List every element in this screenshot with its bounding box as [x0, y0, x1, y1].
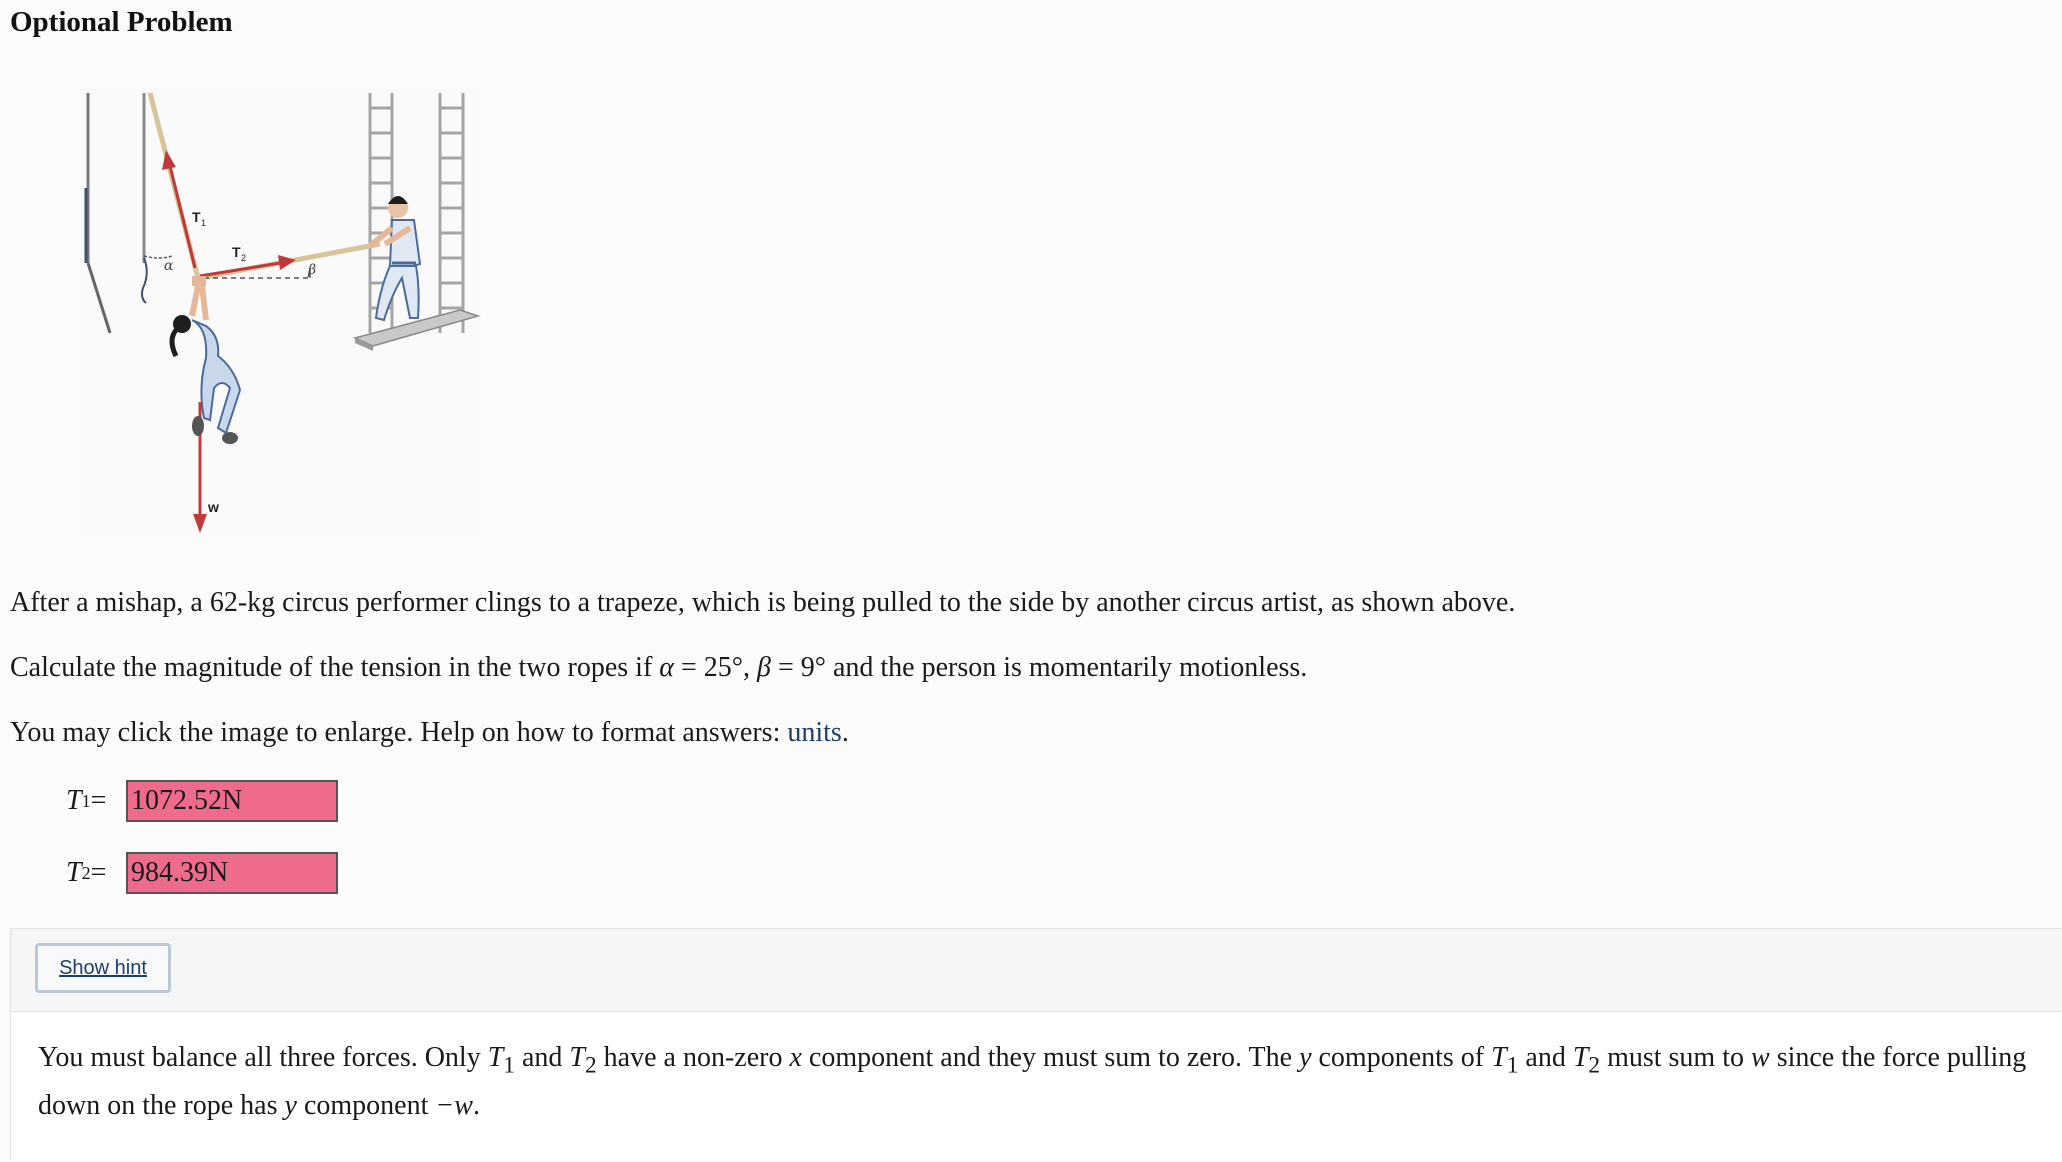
question-text-after: and the person is momentarily motionless. — [825, 652, 1308, 683]
beta-value: = 9° — [770, 652, 826, 683]
beta-label: β — [308, 262, 317, 278]
t2-answer-label — [66, 857, 126, 889]
problem-question — [10, 651, 1307, 685]
t2-label-subscript: 2 — [241, 253, 247, 263]
help-text-body: You may click the image to enlarge. Help on how to format answers: — [10, 717, 788, 748]
alpha-value: = 25°, — [673, 652, 757, 683]
hint-text: You must balance all three forces. Only $T_1$ and $T_2$ have a non-zero x component and they must sum to zero. The y components of $T_1$ and $T_2$ must sum to w since the force pulling down on the rope has y component −w. — [11, 1012, 2062, 1160]
t2-equals: = — [90, 857, 107, 888]
answer-row-t2 — [66, 850, 338, 896]
t1-answer-input[interactable] — [126, 780, 338, 822]
t2-answer-input[interactable] — [126, 852, 338, 894]
alpha-label: α — [164, 258, 174, 274]
t1-equals: = — [90, 785, 107, 816]
beta-symbol: β — [756, 652, 771, 683]
t2-label: T — [232, 244, 241, 260]
w-label: w — [208, 499, 219, 515]
figure-background — [80, 88, 482, 538]
answer-row-t1 — [66, 778, 338, 824]
question-text-before: Calculate the magnitude of the tension in the two ropes if — [10, 652, 660, 683]
show-hint-button[interactable]: Show hint — [35, 943, 171, 993]
t2-subscript: 2 — [81, 862, 91, 883]
alpha-symbol: α — [659, 652, 674, 683]
t2-symbol: T — [66, 857, 82, 888]
units-link[interactable]: units — [787, 717, 842, 748]
t1-answer-label — [66, 785, 126, 817]
t1-symbol: T — [66, 785, 82, 816]
page-title: Optional Problem — [10, 6, 233, 38]
help-text-end: . — [841, 717, 849, 748]
hint-toolbar — [11, 929, 2062, 1012]
problem-statement: After a mishap, a 62-kg circus performer clings to a trapeze, which is being pulled to the side by another circus artist, as shown above. — [10, 587, 1516, 618]
problem-figure[interactable] — [80, 88, 482, 538]
t1-label: T — [192, 209, 201, 225]
help-text — [10, 716, 849, 750]
hint-panel — [10, 928, 2062, 1160]
t1-subscript: 1 — [81, 790, 91, 811]
t1-label-subscript: 1 — [201, 218, 207, 228]
